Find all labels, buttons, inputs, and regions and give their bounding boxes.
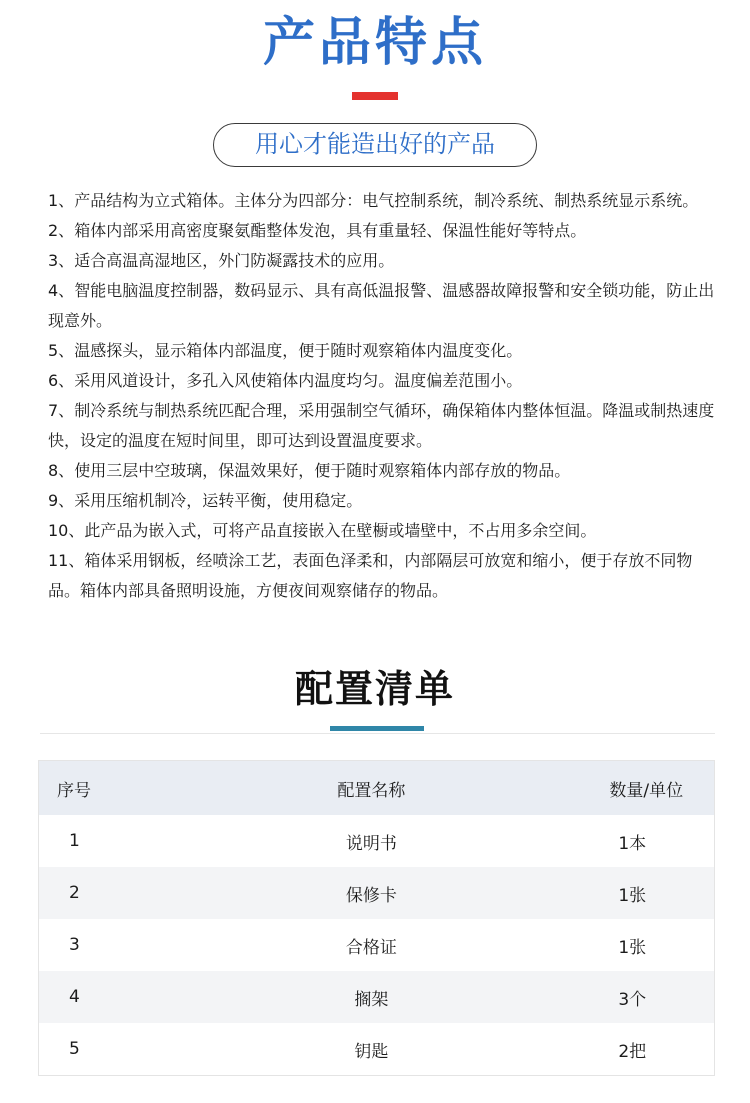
feature-item bbox=[48, 546, 718, 606]
header-quantity: 数量/单位 bbox=[609, 780, 684, 801]
header-number: 序号 bbox=[57, 780, 91, 801]
cell-name: 说明书 bbox=[345, 833, 397, 854]
cell-quantity: 1张 bbox=[618, 937, 647, 958]
cell-number: 1 bbox=[69, 831, 80, 851]
slogan-pill: 用心才能造出好的产品 bbox=[213, 123, 537, 167]
features-list bbox=[48, 186, 718, 606]
feature-text: 产品结构为立式箱体。主体分为四部分：电气控制系统，制冷系统、制热系统显示系统。 bbox=[74, 191, 699, 210]
feature-item bbox=[48, 486, 718, 516]
feature-number: 11、 bbox=[48, 551, 85, 570]
feature-item bbox=[48, 276, 718, 336]
header-name: 配置名称 bbox=[337, 780, 406, 801]
cell-number: 5 bbox=[69, 1039, 80, 1059]
feature-number: 10、 bbox=[48, 521, 85, 540]
table-row bbox=[39, 815, 714, 867]
cell-number: 2 bbox=[69, 883, 80, 903]
feature-number: 6、 bbox=[48, 371, 75, 390]
cell-number: 4 bbox=[69, 987, 80, 1007]
cell-quantity: 1张 bbox=[618, 885, 647, 906]
feature-text: 此产品为嵌入式，可将产品直接嵌入在壁橱或墙壁中，不占用多余空间。 bbox=[84, 521, 597, 540]
cell-name: 搁架 bbox=[354, 989, 389, 1010]
cell-quantity: 2把 bbox=[618, 1041, 647, 1062]
cell-name: 钥匙 bbox=[354, 1041, 389, 1062]
feature-text: 制冷系统与制热系统匹配合理，采用强制空气循环，确保箱体内整体恒温。降温或制热速度快，设定的温度在短时间里，即可达到设置温度要求。 bbox=[48, 401, 715, 450]
table-row bbox=[39, 867, 714, 919]
feature-text: 采用风道设计，多孔入风使箱体内温度均匀。温度偏差范围小。 bbox=[74, 371, 523, 390]
config-table bbox=[38, 760, 715, 1076]
feature-item bbox=[48, 366, 718, 396]
features-title: 产品特点 bbox=[262, 13, 487, 73]
cell-name: 合格证 bbox=[345, 937, 397, 958]
feature-text: 适合高温高湿地区，外门防凝露技术的应用。 bbox=[74, 251, 395, 270]
table-row bbox=[39, 1023, 714, 1075]
feature-item bbox=[48, 216, 718, 246]
feature-item bbox=[48, 336, 718, 366]
feature-number: 7、 bbox=[48, 401, 75, 420]
feature-text: 智能电脑温度控制器，数码显示、具有高低温报警、温感器故障报警和安全锁功能，防止出现意外。 bbox=[48, 281, 715, 330]
feature-number: 9、 bbox=[48, 491, 75, 510]
feature-number: 3、 bbox=[48, 251, 75, 270]
feature-item bbox=[48, 396, 718, 456]
cell-number: 3 bbox=[69, 935, 80, 955]
config-accent-bar bbox=[330, 726, 424, 731]
feature-item bbox=[48, 246, 718, 276]
feature-number: 4、 bbox=[48, 281, 75, 300]
cell-name: 保修卡 bbox=[345, 885, 397, 906]
feature-text: 箱体采用钢板，经喷涂工艺，表面色泽柔和，内部隔层可放宽和缩小，便于存放不同物品。箱体内部具备照明设施，方便夜间观察储存的物品。 bbox=[48, 551, 693, 600]
feature-item bbox=[48, 516, 718, 546]
feature-number: 2、 bbox=[48, 221, 75, 240]
feature-number: 1、 bbox=[48, 191, 75, 210]
feature-text: 采用压缩机制冷，运转平衡，使用稳定。 bbox=[74, 491, 363, 510]
cell-quantity: 1本 bbox=[618, 833, 647, 854]
title-accent-bar bbox=[352, 92, 398, 100]
table-row bbox=[39, 971, 714, 1023]
table-row bbox=[39, 919, 714, 971]
config-title: 配置清单 bbox=[294, 667, 455, 711]
config-divider bbox=[40, 733, 715, 734]
table-header-row bbox=[39, 761, 714, 815]
feature-item bbox=[48, 456, 718, 486]
feature-number: 5、 bbox=[48, 341, 75, 360]
feature-text: 使用三层中空玻璃，保温效果好，便于随时观察箱体内部存放的物品。 bbox=[74, 461, 571, 480]
cell-quantity: 3个 bbox=[618, 989, 647, 1010]
feature-text: 箱体内部采用高密度聚氨酯整体发泡，具有重量轻、保温性能好等特点。 bbox=[74, 221, 587, 240]
feature-item bbox=[48, 186, 718, 216]
feature-number: 8、 bbox=[48, 461, 75, 480]
feature-text: 温感探头，显示箱体内部温度，便于随时观察箱体内温度变化。 bbox=[74, 341, 523, 360]
